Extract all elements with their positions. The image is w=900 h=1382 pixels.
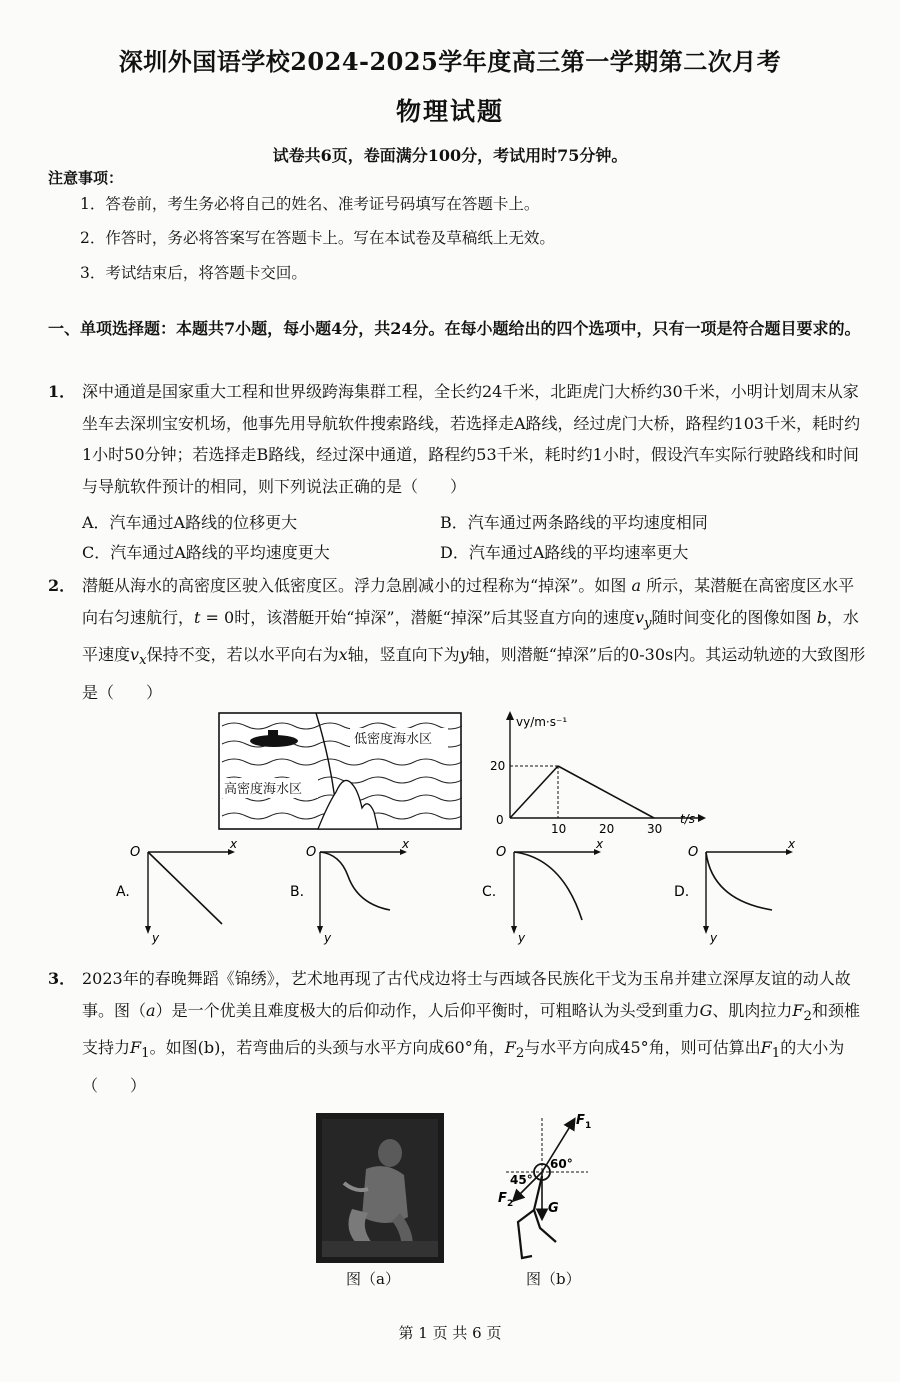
section-heading: 一、单项选择题：本题共7小题，每小题4分，共24分。在每小题给出的四个选项中，只有一项是符合题目要求的。 — [48, 319, 861, 338]
question-3: 3． 2023年的春晚舞蹈《锦绣》，艺术地再现了古代戍边将士与西域各民族化干戈为玉帛并建立深厚友谊的动人故事。图（a）是一个优美且难度极大的后仰动作，人后仰平衡时，可粗略认为头受到重力G、肌肉拉力$F_2$和颈椎支持力$F_1$。如图(b)，若弯曲后的头颈与水平方向成60°角，$F_2$与水平方向成45°角，则可估算出$F_1$的大小为（ ） — [48, 963, 870, 1101]
svg-text:x: x — [402, 840, 410, 851]
svg-text:O: O — [688, 845, 699, 860]
svg-text:O: O — [496, 845, 507, 860]
g-label: G — [548, 1201, 559, 1216]
x-tick-label: 30 — [647, 822, 663, 836]
choice-label: D. — [674, 884, 690, 900]
option-a: A．汽车通过A路线的位移更大 — [82, 513, 298, 532]
vy-line-segment — [558, 766, 654, 818]
question-text: 深中通道是国家重大工程和世界级跨海集群工程，全长约24千米，北距虎门大桥约30千米，小明计划周末从家坐车去深圳宝安机场，他事先用导航软件搜索路线，若选择走A路线，经过虎门大桥，路程约103千米，耗时约1小时50分钟；若选择走B路线，经过深中通道，路程约53千米，耗时约1小时，假设汽车实际行驶路线和时间与导航软件预计的相同，则下列说法正确的是（ ） — [82, 382, 861, 496]
x-tick-label: 20 — [599, 822, 615, 836]
body-figure — [518, 1176, 542, 1258]
angle-45-label: 45° — [510, 1173, 533, 1187]
figure-b-caption: 图（b） — [526, 1270, 581, 1288]
svg-text:y: y — [710, 931, 718, 945]
choice-d-graph — [674, 840, 796, 945]
x-tick-label: 10 — [551, 822, 567, 836]
svg-text:1: 1 — [585, 1121, 592, 1131]
sea-figure — [218, 712, 462, 830]
choice-b-graph — [290, 840, 410, 945]
note-item: 1．答卷前，考生务必将自己的姓名、准考证号码填写在答题卡上。 — [80, 195, 540, 213]
force-diagram — [492, 1110, 612, 1266]
choice-c-graph — [482, 840, 604, 945]
exam-subject: 物理试题 — [395, 97, 504, 126]
question-1 — [48, 376, 870, 502]
vy-axis-label: vy/m·s⁻¹ — [516, 715, 568, 729]
option-d: D．汽车通过A路线的平均速率更大 — [440, 543, 689, 562]
origin-label: 0 — [496, 813, 504, 827]
question-number: 3． — [48, 969, 76, 988]
notes-heading: 注意事项： — [48, 169, 124, 187]
svg-text:y: y — [518, 931, 526, 945]
angle-60-label: 60° — [550, 1157, 573, 1171]
f2-label: F — [498, 1191, 507, 1206]
t-axis-arrow — [698, 814, 706, 822]
choice-label: B. — [290, 884, 305, 900]
question-number: 2． — [48, 576, 76, 595]
figure-a-caption: 图（a） — [346, 1270, 400, 1288]
choice-label: C. — [482, 884, 497, 900]
low-density-label: 低密度海水区 — [354, 732, 433, 747]
dance-photo — [316, 1113, 444, 1263]
page-footer: 第 1 页 共 6 页 — [398, 1324, 502, 1342]
exam-info: 试卷共6页，卷面满分100分，考试用时75分钟。 — [272, 146, 628, 165]
vy-axis-arrow — [506, 711, 514, 720]
choice-label: A. — [116, 884, 130, 900]
option-b: B．汽车通过两条路线的平均速度相同 — [440, 513, 708, 532]
exam-title: 深圳外国语学校2024-2025学年度高三第一学期第二次月考 — [118, 47, 782, 76]
option-c: C．汽车通过A路线的平均速度更大 — [82, 543, 330, 562]
note-item: 2．作答时，务必将答案写在答题卡上。写在本试卷及草稿纸上无效。 — [80, 229, 555, 247]
svg-text:2: 2 — [507, 1199, 514, 1209]
svg-text:y: y — [324, 931, 332, 945]
svg-text:O: O — [306, 845, 317, 860]
y-tick-label: 20 — [490, 759, 506, 773]
y-axis-label: y — [152, 931, 160, 945]
trajectory-curve — [706, 852, 772, 910]
svg-text:x: x — [788, 840, 796, 851]
origin-label: O — [130, 845, 141, 860]
f1-label: F — [576, 1113, 585, 1128]
choice-a-graph — [116, 840, 238, 945]
x-axis-label: x — [230, 840, 238, 851]
question-2: 2． 潜艇从海水的高密度区驶入低密度区。浮力急剧减小的过程称为“掉深”。如图 a 所示，某潜艇在高密度区水平向右匀速航行，t = 0时，该潜艇开始“掉深”，潜艇“掉深”后其竖直方向的速度$v_y$随时间变化的图像如图 b，水平速度$v_x$保持不变，若以水平向右为x轴，竖直向下为y轴，则潜艇“掉深”后的0-30s内。其运动轨迹的大致图形是（ ） — [48, 570, 870, 708]
t-axis-label: t/s — [680, 812, 695, 826]
vy-t-graph — [488, 706, 708, 836]
vy-line-segment — [510, 766, 558, 818]
trajectory-line — [148, 852, 222, 924]
high-density-label: 高密度海水区 — [224, 782, 303, 797]
question-number: 1． — [48, 382, 76, 401]
note-item: 3．考试结束后，将答题卡交回。 — [80, 264, 307, 282]
trajectory-choices — [110, 840, 840, 952]
trajectory-curve — [320, 852, 390, 910]
svg-text:x: x — [596, 840, 604, 851]
trajectory-curve — [514, 852, 582, 920]
